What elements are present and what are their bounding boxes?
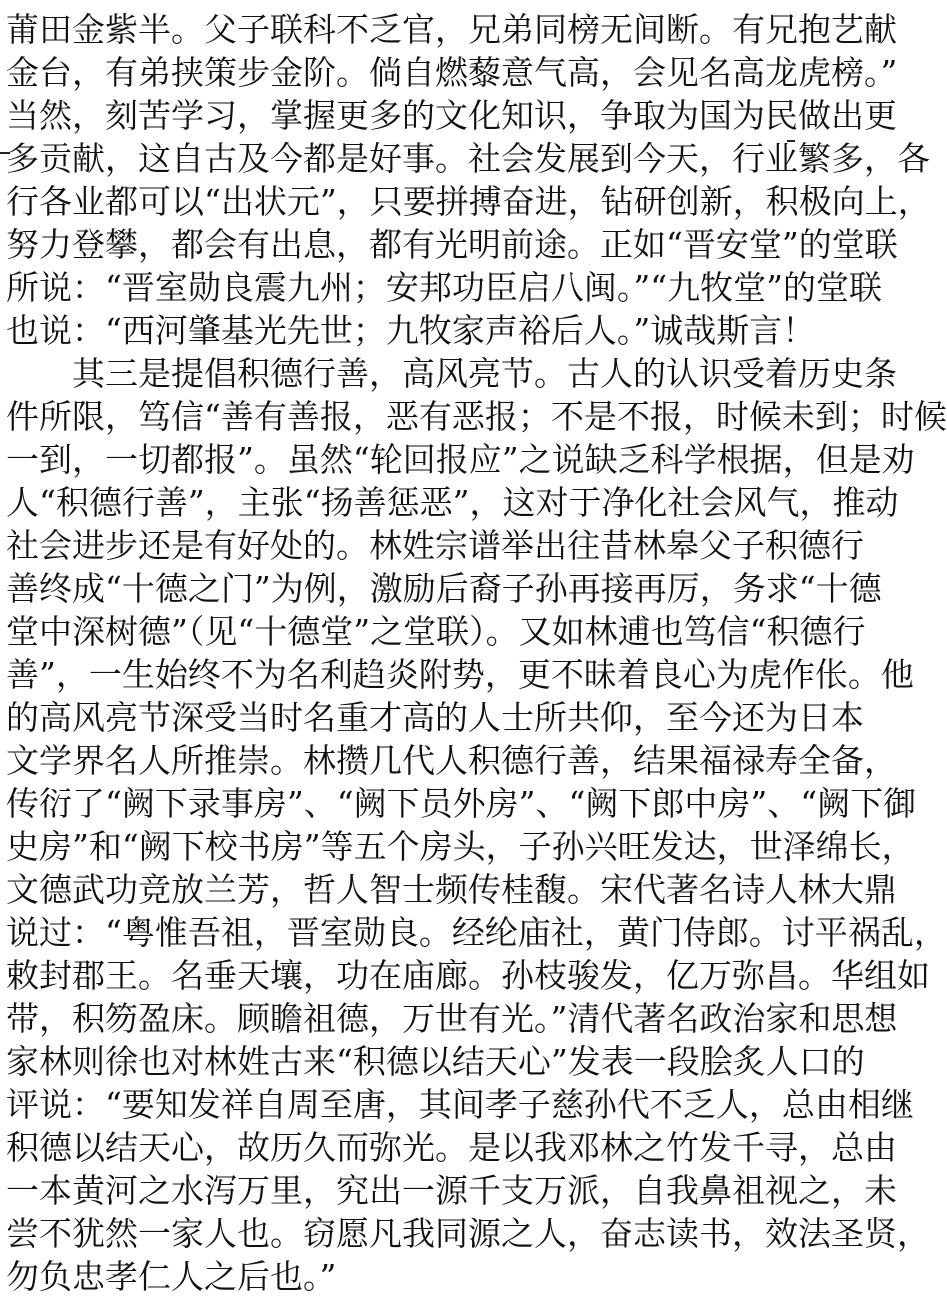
text-line: 金台，有弟挟策步金阶。倘自燃藜意气高，会见名高龙虎榜。” xyxy=(6,53,898,92)
body-text xyxy=(6,8,947,1298)
text-line: 文德武功竞放兰芳，哲人智士频传桂馥。宋代著名诗人林大鼎 xyxy=(6,870,897,909)
text-line: 敕封郡王。名垂天壤，功在庙廊。孙枝骏发，亿万弥昌。华组如 xyxy=(6,956,930,995)
text-line: 多贡献，这自古及今都是好事。社会发展到今天，行业繁多，各 xyxy=(6,139,930,178)
text-line: 社会进步还是有好处的。林姓宗谱举出往昔林皋父子积德行 xyxy=(6,526,864,565)
text-line: 文学界名人所推崇。林攒几代人积德行善，结果福禄寿全备， xyxy=(6,741,897,780)
text-line: 行各业都可以“出状元”，只要拼搏奋进，钻研创新，积极向上， xyxy=(6,182,931,221)
text-line: 当然，刻苦学习，掌握更多的文化知识，争取为国为民做出更 xyxy=(6,96,897,135)
text-line: 说过：“粤惟吾祖，晋室勋良。经纶庙社，黄门侍郎。讨平祸乱， xyxy=(6,913,947,952)
paragraph-start-line: 其三是提倡积德行善，高风亮节。古人的认识受着历史条 xyxy=(72,354,897,393)
text-line: 勿负忠孝仁人之后也。” xyxy=(6,1257,337,1296)
text-line: 莆田金紫半。父子联科不乏官，兄弟同榜无间断。有兄抱艺献 xyxy=(6,10,897,49)
text-line: 堂中深树德”（见“十德堂”之堂联）。又如林逋也笃信“积德行 xyxy=(6,612,866,651)
text-line: 善”，一生始终不为名利趋炎附势，更不昧着良心为虎作伥。他 xyxy=(6,655,914,694)
text-line: 努力登攀，都会有出息，都有光明前途。正如“晋安堂”的堂联 xyxy=(6,225,898,264)
text-line: 尝不犹然一家人也。窃愿凡我同源之人，奋志读书，效法圣贤， xyxy=(6,1214,930,1253)
text-line: 也说：“西河肇基光先世；九牧家声裕后人。”诚哉斯言！ xyxy=(6,311,816,350)
text-line: 一到，一切都报”。虽然“轮回报应”之说缺乏科学根据，但是劝 xyxy=(6,440,915,479)
text-line: 传衍了“阙下录事房”、“阙下员外房”、“阙下郎中房”、“阙下御 xyxy=(6,784,917,823)
text-line: 所说：“晋室勋良震九州；安邦功臣启八闽。”“九牧堂”的堂联 xyxy=(6,268,882,307)
text-line: 的高风亮节深受当时名重才高的人士所共仰，至今还为日本 xyxy=(6,698,864,737)
text-line: 一本黄河之水泻万里，究出一源千支万派，自我鼻祖视之，未 xyxy=(6,1171,897,1210)
text-line: 件所限，笃信“善有善报，恶有恶报；不是不报，时候未到；时候 xyxy=(6,397,947,436)
text-line: 人“积德行善”，主张“扬善惩恶”，这对于净化社会风气，推动 xyxy=(6,483,899,522)
text-line: 善终成“十德之门”为例，激励后裔子孙再接再厉，务求“十德 xyxy=(6,569,882,608)
text-line: 积德以结天心，故历久而弥光。是以我邓林之竹发千寻，总由 xyxy=(6,1128,897,1167)
text-line: 家林则徐也对林姓古来“积德以结天心”发表一段脍炙人口的 xyxy=(6,1042,865,1081)
text-line: 带，积笏盈床。顾瞻祖德，万世有光。”清代著名政治家和思想 xyxy=(6,999,898,1038)
text-line: 史房”和“阙下校书房”等五个房头，子孙兴旺发达，世泽绵长， xyxy=(6,827,915,866)
text-line: 评说：“要知发祥自周至唐，其间孝子慈孙代不乏人，总由相继 xyxy=(6,1085,914,1124)
